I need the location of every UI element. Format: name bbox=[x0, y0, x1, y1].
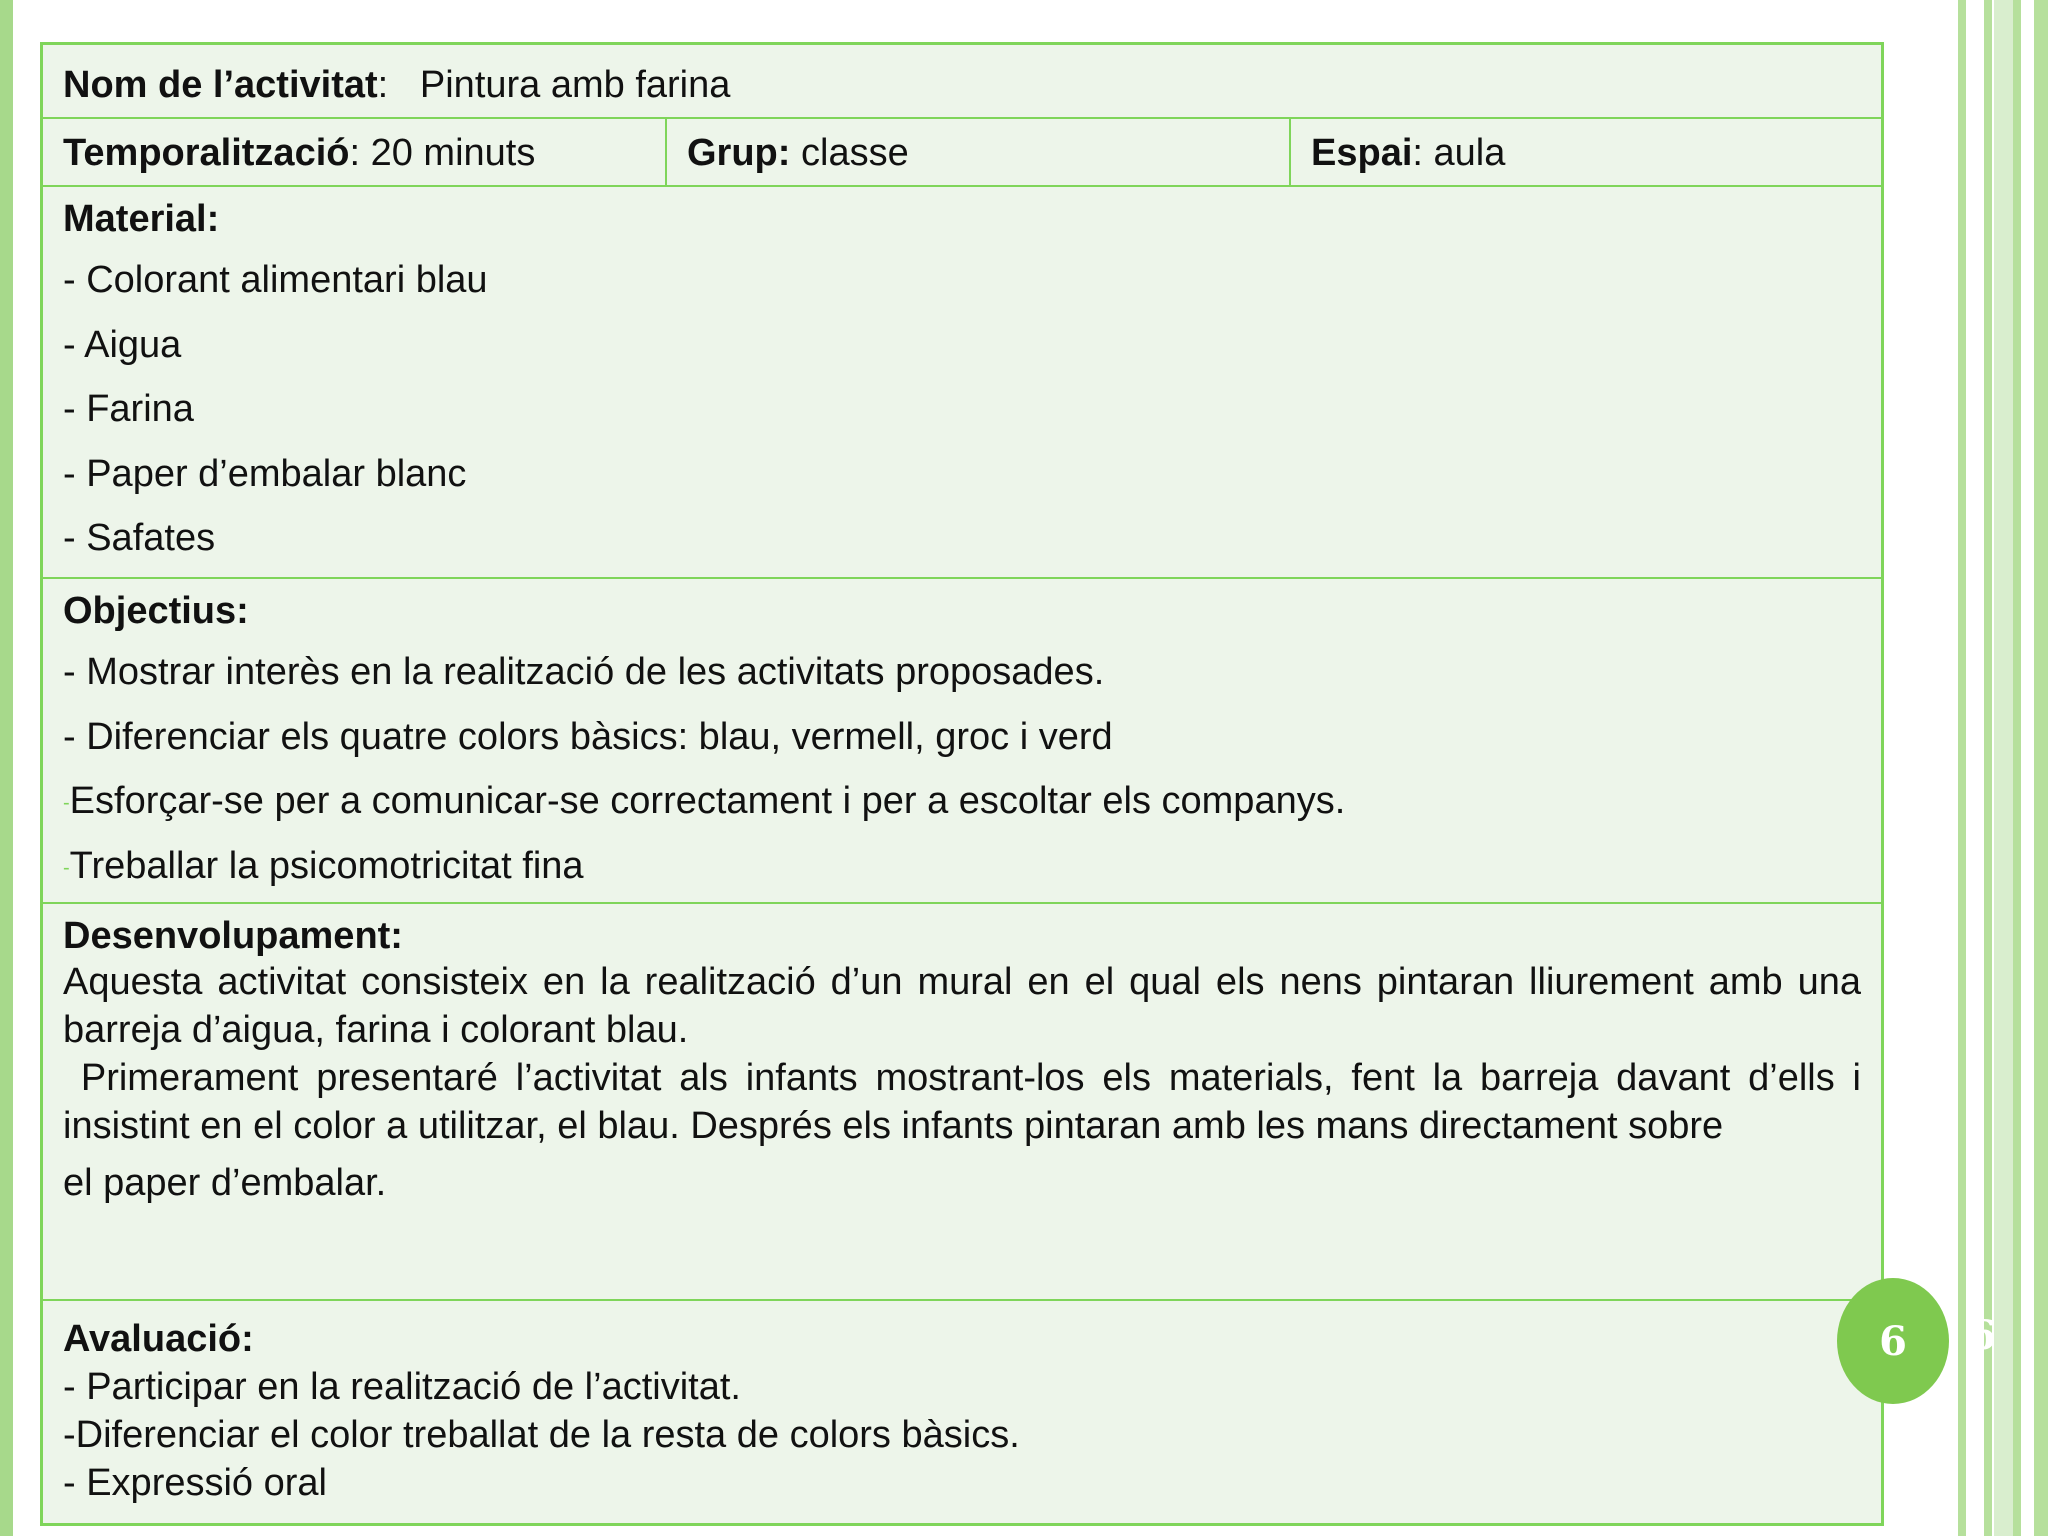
time-cell: Temporalització: 20 minuts bbox=[43, 119, 667, 185]
material-item: - Aigua bbox=[63, 323, 182, 366]
space-cell: Espai: aula bbox=[1311, 132, 1506, 174]
desenvolupament-text bbox=[63, 958, 1872, 1150]
group-cell bbox=[667, 119, 1291, 185]
desenvolupament-paragraph: Aquesta activitat consisteix en la realització d’un mural en el qual els nens pintaran lliurement amb una barreja d’aigua, farina i colorant blau. bbox=[63, 961, 1861, 1051]
material-item: - Safates bbox=[63, 517, 216, 559]
avaluacio-item: - Expressió oral bbox=[63, 1462, 327, 1504]
avaluacio-section bbox=[43, 1301, 1881, 1523]
activity-name-value: Pintura amb farina bbox=[419, 64, 731, 106]
right-decor-stripe bbox=[1994, 0, 2013, 1536]
activity-meta-row bbox=[43, 119, 1881, 187]
material-section bbox=[43, 187, 1881, 579]
group-label: Grup: bbox=[687, 132, 791, 174]
avaluacio-item: - Participar en la realització de l’activitat. bbox=[63, 1366, 741, 1408]
time-label: Temporalització bbox=[63, 132, 350, 174]
desenvolupament-paragraph: Primerament presentaré l’activitat als infants mostrant-los els materials, fent la barreja davant d’ells i insistint en el color a utilitzar, el blau. Després els infants pintaran amb les mans directament sobre bbox=[63, 1057, 1872, 1147]
page-number-ghost: 6 bbox=[1968, 1312, 1996, 1359]
page-number-badge: 6 bbox=[1837, 1278, 1949, 1404]
objectiu-bullet: - bbox=[63, 791, 70, 814]
activity-name-label: Nom de l’activitat bbox=[63, 64, 378, 106]
space-label: Espai bbox=[1311, 132, 1413, 174]
material-item: - Colorant alimentari blau bbox=[63, 259, 488, 301]
objectiu-item: - Diferenciar els quatre colors bàsics: blau, vermell, groc i verd bbox=[63, 715, 1113, 758]
time-value: 20 minuts bbox=[370, 132, 536, 174]
objectiu-item: - Mostrar interès en la realització de les activitats proposades. bbox=[63, 651, 1105, 693]
desenvolupament-section bbox=[43, 904, 1881, 1301]
material-item: - Paper d’embalar blanc bbox=[63, 452, 467, 495]
activity-name-row: Nom de l’activitat: Pintura amb farina bbox=[43, 45, 1881, 119]
right-decor-stripe bbox=[1958, 0, 1966, 1536]
group-value: classe bbox=[801, 132, 909, 174]
material-item: - Farina bbox=[63, 388, 194, 430]
objectius-section bbox=[43, 579, 1881, 904]
activity-card bbox=[40, 42, 1884, 1526]
right-decor-stripe bbox=[2013, 0, 2021, 1536]
objectiu-item: -Treballar la psicomotricitat fina bbox=[63, 844, 584, 887]
right-decor-stripe bbox=[2034, 0, 2048, 1536]
avaluacio-item: -Diferenciar el color treballat de la resta de colors bàsics. bbox=[63, 1414, 1020, 1456]
right-decor-stripe bbox=[1984, 0, 1992, 1536]
desenvolupament-heading: Desenvolupament: bbox=[63, 915, 403, 957]
objectiu-item: -Esforçar-se per a comunicar-se correctament i per a escoltar els companys. bbox=[63, 780, 1346, 822]
left-decor-bar bbox=[0, 0, 13, 1536]
desenvolupament-paragraph: el paper d’embalar. bbox=[63, 1162, 387, 1204]
avaluacio-heading: Avaluació: bbox=[63, 1318, 254, 1360]
objectiu-bullet: - bbox=[63, 856, 70, 879]
space-value: aula bbox=[1433, 132, 1506, 174]
objectius-heading: Objectius: bbox=[63, 590, 249, 632]
material-heading: Material: bbox=[63, 198, 220, 240]
